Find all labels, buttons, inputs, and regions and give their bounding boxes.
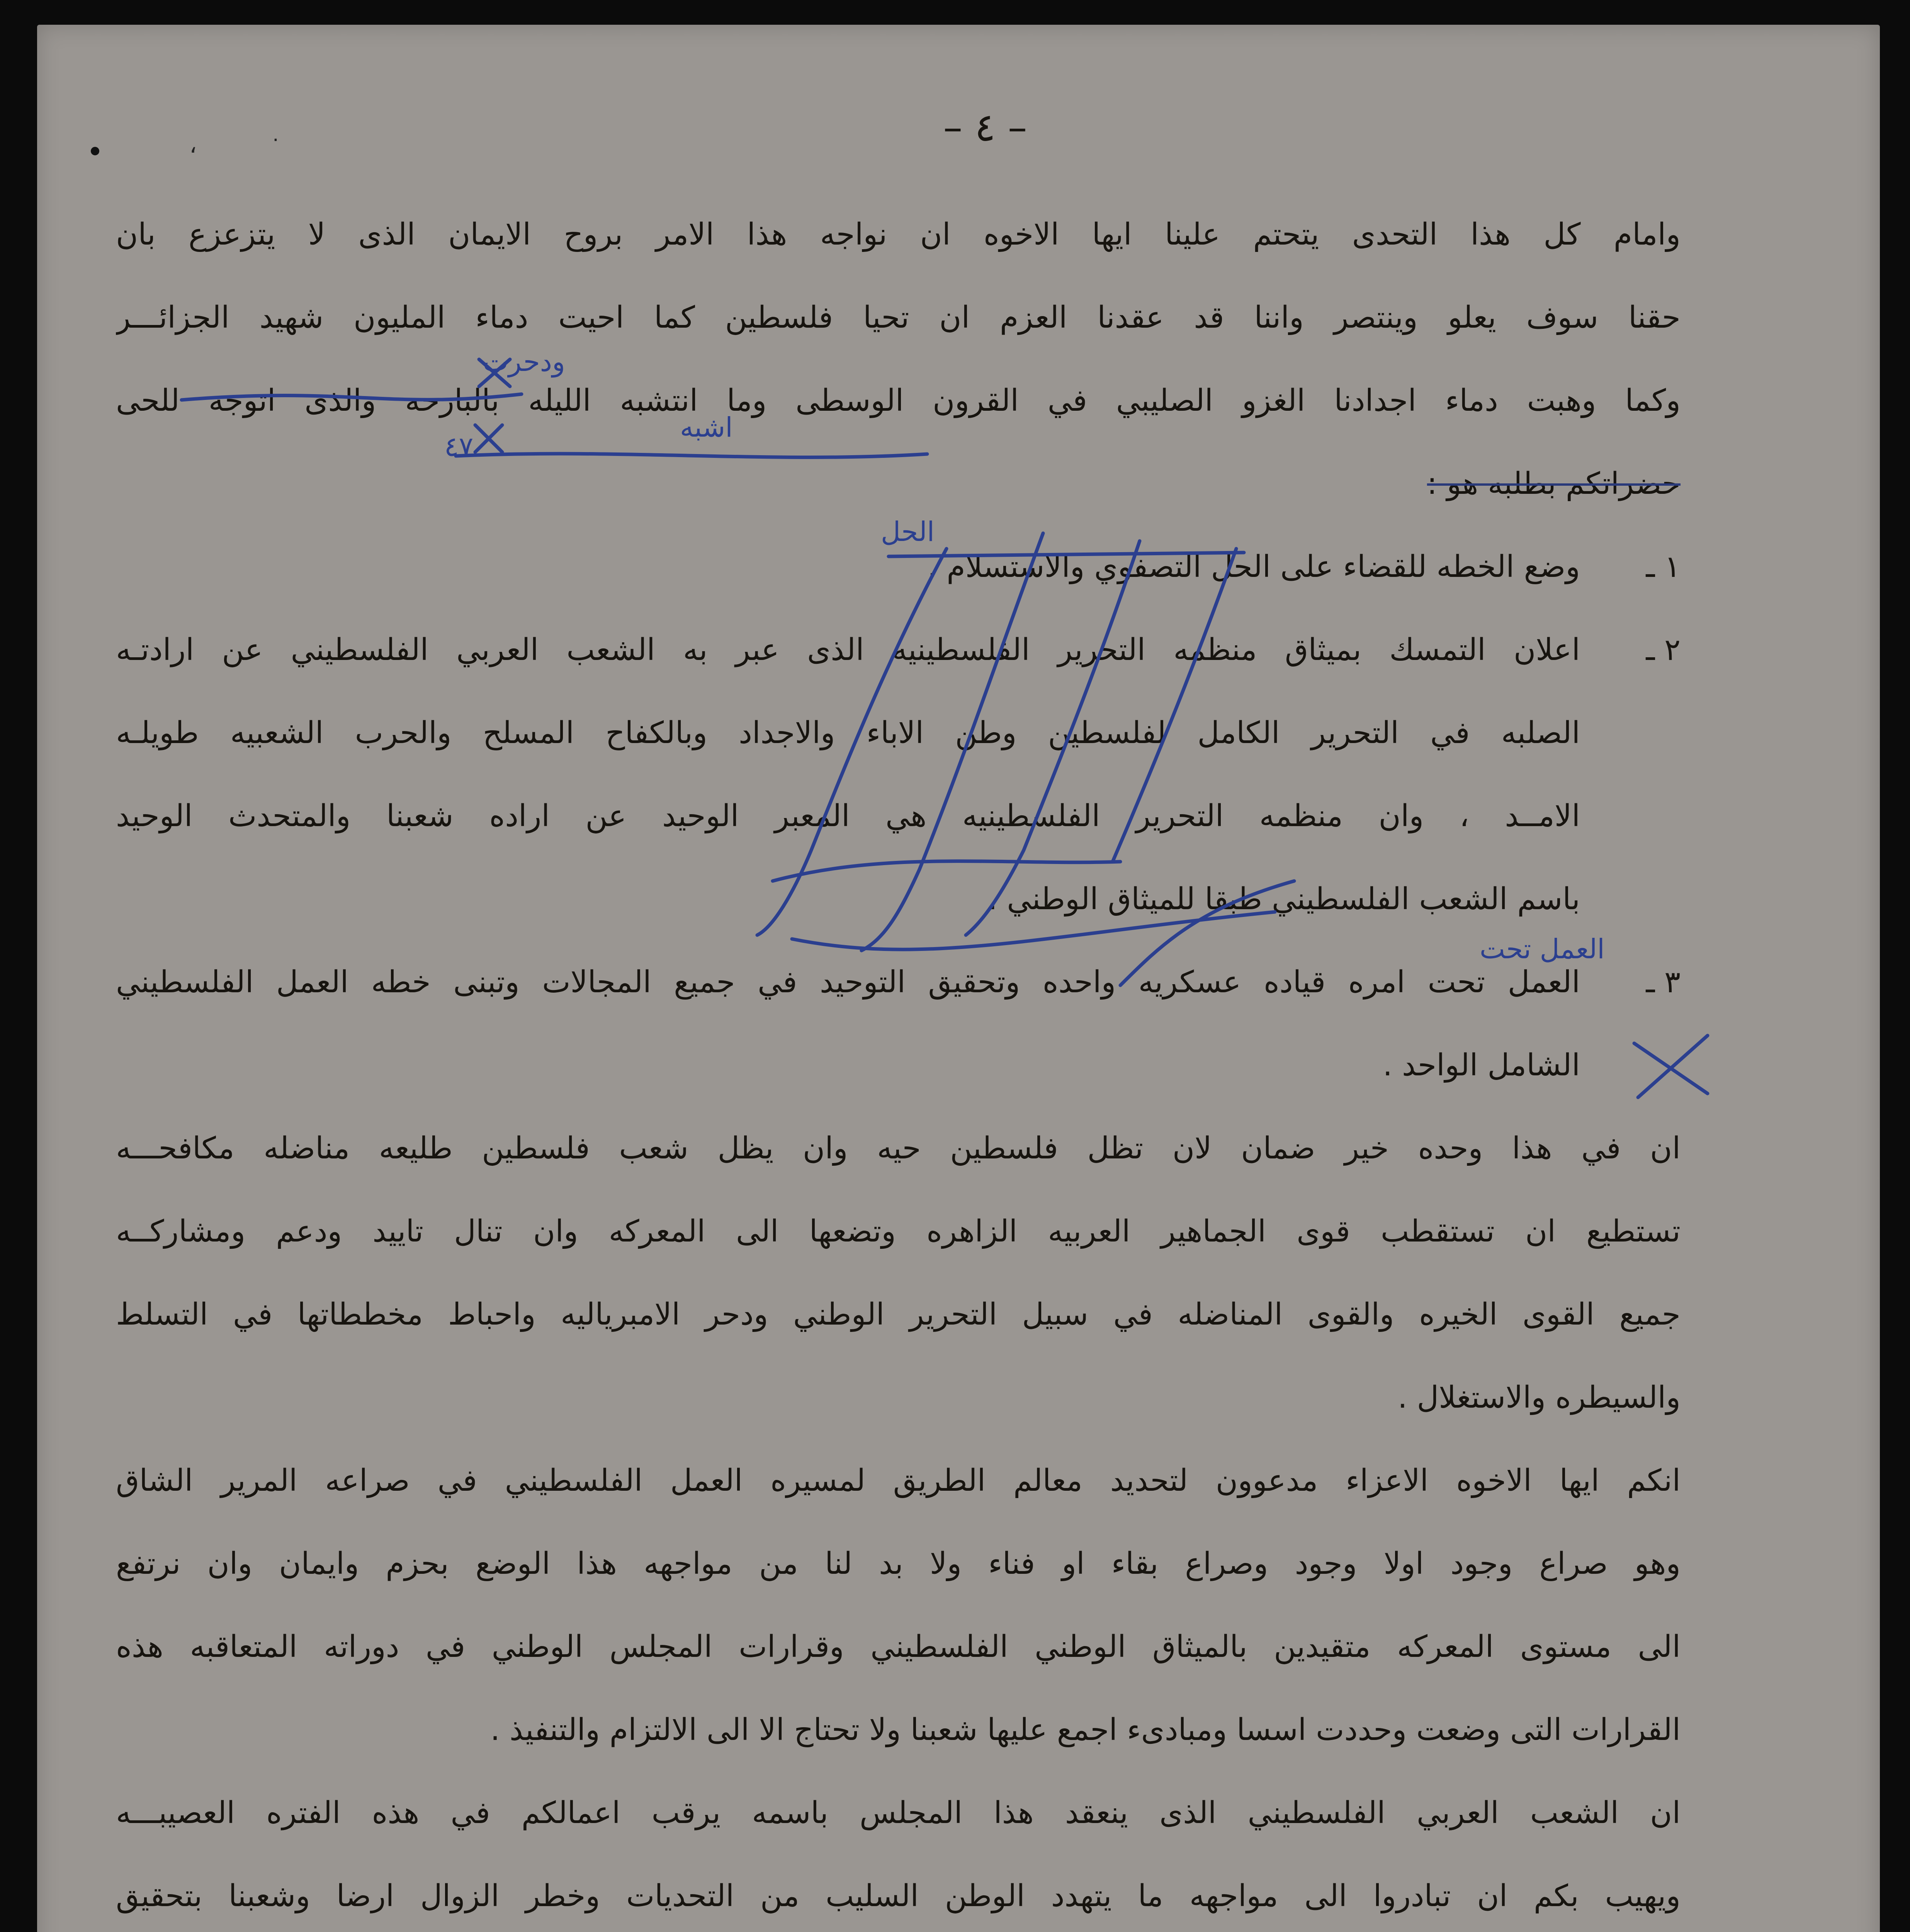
paragraph-line: تستطيع ان تستقطب قوى الجماهير العربيه الزاهره وتضعها الى المعركه وان تنال تاييد ودعم ومشاركــه <box>116 1214 1681 1249</box>
list-item-2-cont <box>116 775 1681 858</box>
list-item-3 <box>116 941 1681 1024</box>
list-text: وضع الخطه للقضاء على الحل التصفوي والاستسلام . <box>927 549 1580 584</box>
list-number: ١ ـ <box>1646 549 1681 584</box>
note-item-1: الحل <box>881 516 935 548</box>
list-text: الامــد ، وان منظمه التحرير الفلسطينيه هي المعبر الوحيد عن اراده شعبنا والمتحدث الوحيد <box>116 799 1580 833</box>
document-body <box>116 193 1681 1932</box>
paragraph-line: انكم ايها الاخوه الاعزاء مدعوون لتحديد معالم الطريق لمسيره العمل الفلسطيني في صراعه المرير الشاق <box>116 1463 1681 1498</box>
paragraph-line: وهو صراع وجود اولا وجود وصراع بقاء او فناء ولا بد لنا من مواجهه هذا الوضع بحزم وايمان وان نرتفع <box>116 1546 1681 1581</box>
list-text: اعلان التمسك بميثاق منظمه التحرير الفلسطينيه الذى عبر به الشعب العربي الفلسطيني عن ارادتـه <box>116 633 1580 667</box>
paragraph-line: الى مستوى المعركه متقيدين بالميثاق الوطني الفلسطيني وقرارات المجلس الوطني في دوراته المتعاقبه هذه <box>116 1629 1681 1664</box>
paragraph-line: جميع القوى الخيره والقوى المناضله في سبيل التحرير الوطني ودحر الامبرياليه واحباط مخططاتها في التسلط <box>116 1297 1681 1332</box>
stray-ink-mark: ٠ <box>270 128 281 150</box>
list-item-1 <box>116 526 1681 609</box>
punch-hole-mark <box>91 147 99 155</box>
list-item-2-cont <box>116 858 1681 941</box>
struck-line <box>116 442 1681 526</box>
list-text: باسم الشعب الفلسطيني طبقا للميثاق الوطني . <box>987 882 1580 917</box>
note-below-line-3: اشبه <box>680 412 733 443</box>
list-number: ٢ ـ <box>1646 633 1681 667</box>
body-line: حقنا سوف يعلو وينتصر واننا قد عقدنا العزم ان تحيا فلسطين كما احيت دماء المليون شهيد الجزائـــر <box>116 300 1681 335</box>
paragraph-line: ان في هذا وحده خير ضمان لان تظل فلسطين حيه وان يظل شعب فلسطين طليعه مناضله مكافحـــه <box>116 1131 1681 1166</box>
body-line: وكما وهبت دماء اجدادنا الغزو الصليبي في القرون الوسطى وما انتشبه الليله بالبارحه والذى اتوجه للحى <box>116 383 1681 418</box>
struck-text: حضراتكم بطلبه هو : <box>1427 466 1681 501</box>
list-text: العمل تحت امره قياده عسكريه واحده وتحقيق التوحيد في جميع المجالات وتبنى خطه العمل الفلسطيني <box>116 965 1580 1000</box>
list-item-3-cont <box>116 1024 1681 1107</box>
paragraph-line: القرارات التى وضعت وحددت اسسا ومبادىء اجمع عليها شعبنا ولا تحتاج الا الى الالتزام والتنفيذ . <box>490 1713 1681 1747</box>
paragraph-line: والسيطره والاستغلال . <box>1397 1380 1681 1415</box>
list-item-2 <box>116 609 1681 692</box>
note-above-line-3: ودحرت <box>483 346 565 378</box>
body-line: وامام كل هذا التحدى يتحتم علينا ايها الاخوه ان نواجه هذا الامر بروح الايمان الذى لا يتزعزع بان <box>116 217 1681 252</box>
note-item-3: العمل تحت <box>1480 933 1605 965</box>
paragraph-line: ان الشعب العربي الفلسطيني الذى ينعقد هذا المجلس باسمه يرقب اعمالكم في هذه الفتره العصيبـــه <box>116 1796 1681 1830</box>
list-number: ٣ ـ <box>1646 965 1681 1000</box>
stray-ink-mark: ، <box>189 131 197 158</box>
margin-mark: ٤٧ <box>444 431 474 463</box>
paragraph-line: ويهيب بكم ان تبادروا الى مواجهه ما يتهدد الوطن السليب من التحديات وخطر الزوال ارضا وشعبنا بتحقيق <box>116 1879 1681 1913</box>
list-text: الشامل الواحد . <box>1383 1048 1580 1083</box>
list-item-2-cont <box>116 692 1681 775</box>
page-number: – ٤ – <box>943 105 1027 150</box>
list-text: الصلبه في التحرير الكامل لفلسطين وطن الاباء والاجداد وبالكفاح المسلح والحرب الشعبيه طويلـه <box>116 716 1580 750</box>
